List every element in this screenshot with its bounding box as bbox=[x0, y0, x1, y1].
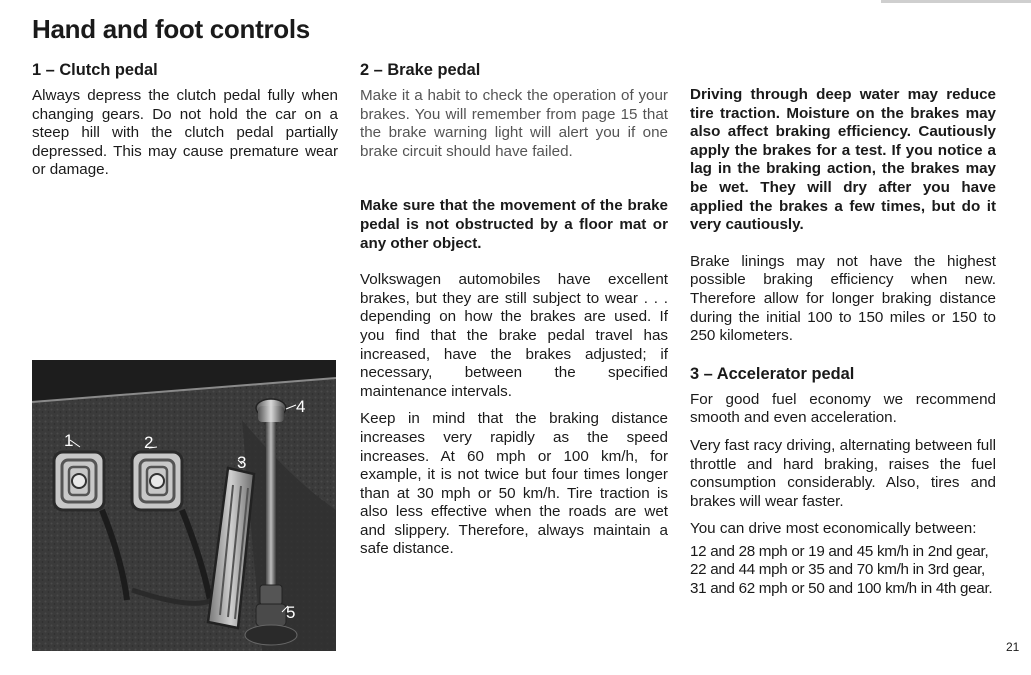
photo-label-2: 2 bbox=[144, 433, 154, 452]
accelerator-para-3: You can drive most economically between: bbox=[690, 520, 977, 538]
photo-label-4: 4 bbox=[296, 397, 306, 416]
brake-linings-text: Brake linings may not have the highest possible braking efficiency when new. Therefore allow for longer braking distance during the initial 100 to 150 miles or 150 to 250 kilometers. bbox=[690, 252, 996, 345]
speed-range-3rd-gear: 22 and 44 mph or 35 and 70 km/h in 3rd gear, bbox=[690, 561, 985, 579]
column-brake bbox=[360, 60, 668, 559]
top-rule bbox=[881, 0, 1031, 3]
speed-range-4th-gear: 31 and 62 mph or 50 and 100 km/h in 4th gear. bbox=[690, 580, 993, 598]
clutch-text: Always depress the clutch pedal fully when changing gears. Do not hold the car on a steep hill with the clutch pedal partially depressed. This may cause premature wear or damage. bbox=[32, 87, 338, 179]
brake-para-1: Make it a habit to check the operation of your brakes. You will remember from page 15 that the brake warning light will alert you if one brake circuit should have failed. bbox=[360, 87, 668, 160]
accelerator-para-2: Very fast racy driving, alternating between full throttle and hard braking, raises the fuel consumption considerably. Also, tires and brakes will wear faster. bbox=[690, 436, 996, 510]
page-number: 21 bbox=[1006, 640, 1020, 654]
photo-label-5: 5 bbox=[286, 603, 296, 622]
accelerator-heading: 3 – Accelerator pedal bbox=[690, 364, 855, 383]
page-title: Hand and foot controls bbox=[32, 14, 310, 44]
photo-label-3: 3 bbox=[237, 453, 247, 472]
column-clutch bbox=[32, 60, 338, 180]
brake-warning: Make sure that the movement of the brake pedal is not obstructed by a floor mat or any other object. bbox=[360, 197, 668, 252]
pedal-photo bbox=[32, 360, 336, 651]
photo-label-1: 1 bbox=[64, 431, 74, 450]
clutch-heading: 1 – Clutch pedal bbox=[32, 61, 158, 79]
brake-para-3: Keep in mind that the braking distance increases very rapidly as the speed increases. At 60 mph or 100 km/h, for example, it is not twice but four times longer than at 30 mph or 50 km/h. Tire traction is also less effective when the roads are wet and slippery. Therefore, always maintain a safe distance. bbox=[360, 410, 668, 558]
economy-speed-list bbox=[690, 543, 996, 599]
speed-range-2nd-gear: 12 and 28 mph or 19 and 45 km/h in 2nd gear, bbox=[690, 542, 989, 560]
clutch-pedal bbox=[54, 452, 104, 510]
pedal-illustration bbox=[32, 360, 336, 651]
accelerator-para-1: For good fuel economy we recommend smooth and even acceleration. bbox=[690, 390, 996, 427]
brake-heading: 2 – Brake pedal bbox=[360, 61, 481, 79]
water-warning: Driving through deep water may reduce tire traction. Moisture on the brakes may also affect braking efficiency. Cautiously apply the brakes for a test. If you notice a lag in the braking action, the brakes may be wet. They will dry after you have applied the brakes a few times, but do it very cautiously. bbox=[690, 86, 996, 234]
brake-para-2: Volkswagen automobiles have excellent brakes, but they are still subject to wear . . . depending on how the brakes are used. If you find that the brake pedal travel has increased, have the brakes adjusted; if necessary, between the specified maintenance intervals. bbox=[360, 271, 668, 400]
column-water-accelerator bbox=[690, 86, 996, 599]
brake-pedal bbox=[132, 452, 182, 510]
